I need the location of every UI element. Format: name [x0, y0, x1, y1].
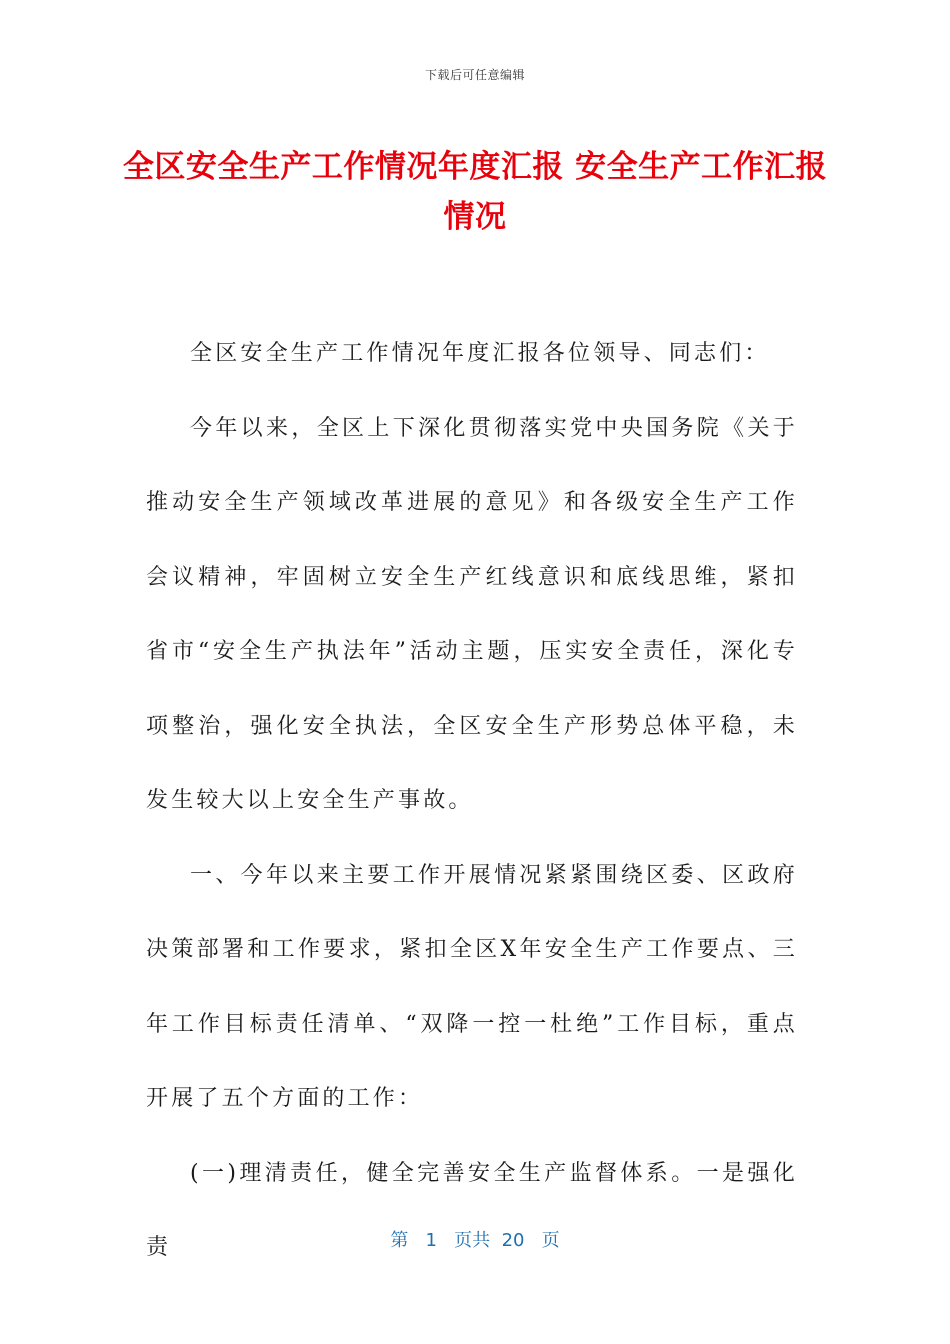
page-footer: [0, 1226, 950, 1252]
footer-total-pages: 20: [501, 1230, 525, 1251]
footer-prefix: 第: [390, 1230, 409, 1251]
footer-suffix: 页: [541, 1230, 560, 1251]
paragraph-subsection-one: (一)理清责任，健全完善安全生产监督体系。一是强化责: [146, 1160, 798, 1260]
document-title: 全区安全生产工作情况年度汇报 安全生产工作汇报情况: [122, 149, 828, 235]
footer-current-page: 1: [425, 1230, 437, 1251]
paragraph-greeting: 全区安全生产工作情况年度汇报各位领导、同志们：: [190, 341, 770, 366]
paragraph-overview: 今年以来，全区上下深化贯彻落实党中央国务院《关于推动安全生产领域改革进展的意见》和各级安全生产工作会议精神，牢固树立安全生产红线意识和底线思维，紧扣省市“安全生产执法年”活动主题，压实安全责任，深化专项整治，强化安全执法，全区安全生产形势总体平稳，未发生较大以上安全生产事故。: [146, 415, 798, 813]
footer-middle: 页共: [454, 1230, 491, 1251]
paragraph-section-one: 一、今年以来主要工作开展情况紧紧围绕区委、区政府决策部署和工作要求，紧扣全区X年安全生产工作要点、三年工作目标责任清单、“双降一控一杜绝”工作目标，重点开展了五个方面的工作：: [146, 862, 798, 1111]
document-body: [146, 317, 798, 1286]
page-header-note: 下载后可任意编辑: [424, 68, 525, 82]
